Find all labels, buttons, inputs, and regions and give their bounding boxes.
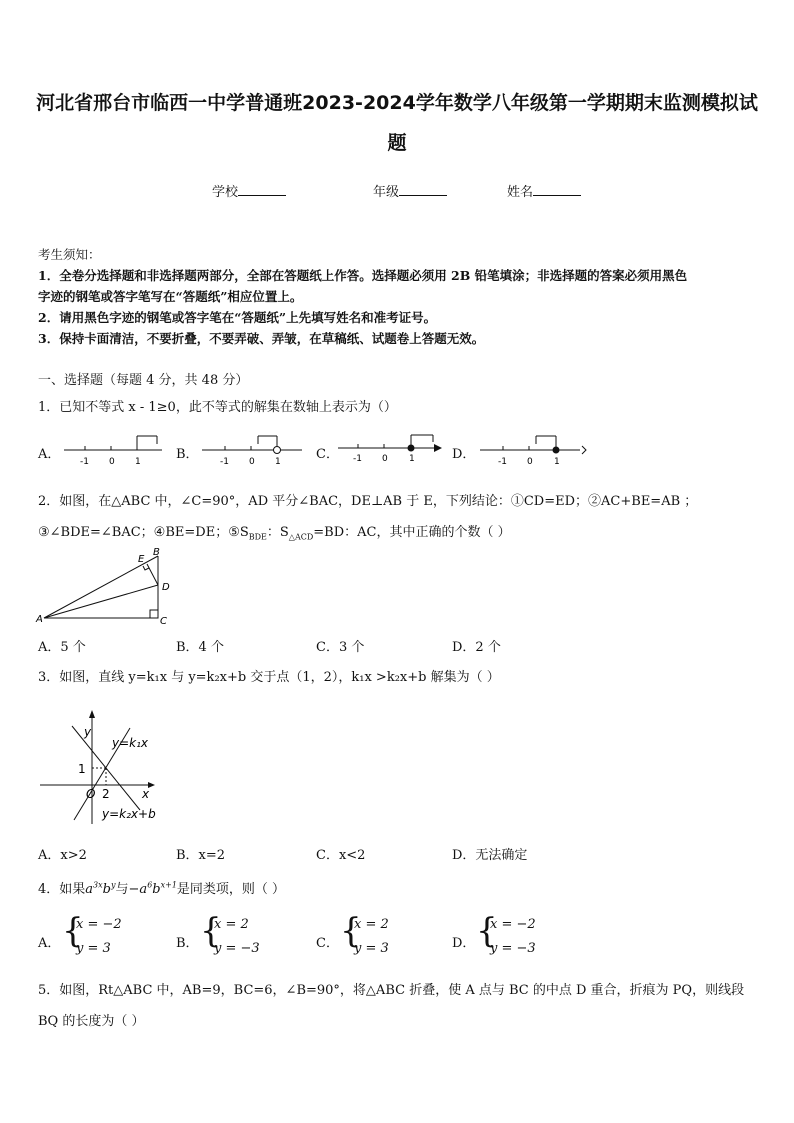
tick-label: 1: [275, 457, 281, 467]
question-2-stem-continued: ③∠BDE=∠BAC；④BE=DE；$⑤S_{BDE}$：$S_{\triangle ACD}=BD$：AC，其中正确的个数（ ）: [38, 525, 511, 542]
tick-label: -1: [353, 454, 362, 464]
q1-option-b-numberline: [196, 432, 308, 468]
line1-label: y=k₁x: [112, 736, 149, 750]
question-5-stem: 5．如图，Rt△ABC 中，AB=9，BC=6，∠B=90°，将△ABC 折叠，使 A 点与 BC 的中点 D 重合，折痕为 PQ，则线段: [38, 983, 745, 998]
tick-label: -1: [498, 457, 507, 467]
school-field: [212, 181, 286, 200]
section-heading: 一、选择题（每题 4 分，共 48 分）: [38, 373, 249, 388]
tick-label: 1: [135, 457, 141, 467]
line2-label: y=k₂x+b: [102, 807, 156, 821]
grade-label: 年级: [373, 185, 400, 200]
q4-option-c-label: C．: [316, 936, 339, 951]
origin-label: O: [86, 787, 96, 801]
page-title: 河北省邢台市临西一中学普通班2023-2024学年数学八年级第一学期期末监测模拟试: [36, 92, 758, 114]
grade-field: [373, 181, 447, 200]
vertex-label: E: [138, 554, 145, 565]
tick-label: 0: [249, 457, 255, 467]
brace-symbol: {: [62, 911, 84, 951]
vertex-label: B: [153, 548, 160, 558]
notice-heading: 考生须知：: [38, 247, 101, 262]
brace-symbol: {: [200, 911, 222, 951]
tick-label: 1: [554, 457, 560, 467]
notice-item: 1．全卷分选择题和非选择题两部分，全部在答题纸上作答。选择题必须用 2B 铅笔填涂；非选择题的答案必须用黑色: [38, 268, 688, 283]
school-label: 学校: [212, 185, 239, 200]
q4-option-a-system: { x = −2 y = 3: [62, 911, 122, 956]
y-tick-label: 1: [78, 762, 86, 776]
q1-option-c-numberline: [334, 430, 444, 466]
q1-option-a-numberline: [58, 432, 168, 468]
question-4-stem: 4．如果$a^{3x}b^y$与$-a^6b^{x+1}$是同类项，则（ ）: [38, 880, 286, 897]
q3-graph: [36, 706, 166, 828]
tick-label: 1: [409, 454, 415, 464]
tick-label: -1: [220, 457, 229, 467]
name-blank: [533, 183, 581, 196]
q3-option-a: A．x>2: [38, 848, 87, 863]
q4-option-c-system: { x = 2 y = 3: [340, 911, 389, 956]
tick-label: 0: [109, 457, 115, 467]
q1-option-a-label: A．: [38, 447, 61, 462]
question-1-stem: 1．已知不等式 x - 1≥0，此不等式的解集在数轴上表示为（）: [38, 400, 397, 415]
q3-option-d: D．无法确定: [452, 848, 528, 863]
notice-item: 2．请用黑色字迹的钢笔或答字笔在“答题纸”上先填写姓名和准考证号。: [38, 310, 437, 325]
monomial-1: $a^{3x}b^y$: [85, 880, 116, 897]
notice-item: 3．保持卡面清洁，不要折叠，不要弄破、弄皱，在草稿纸、试题卷上答题无效。: [38, 331, 485, 346]
y-axis-label: y: [84, 725, 92, 739]
q1-option-d-label: D．: [452, 447, 476, 462]
tick-label: -1: [80, 457, 89, 467]
q2-option-d: D．2 个: [452, 640, 501, 655]
q1-option-d-numberline: [474, 432, 590, 468]
q2-option-b: B．4 个: [176, 640, 224, 655]
question-2-stem: 2．如图，在△ABC 中，∠C=90°，AD 平分∠BAC，DE⊥AB 于 E，下列结论：①CD=ED；②AC+BE=AB ；: [38, 494, 698, 509]
question-3-stem: 3．如图，直线 y=k₁x 与 y=k₂x+b 交于点（1，2），k₁x >k₂x+b 解集为（ ）: [38, 670, 500, 685]
name-field: [507, 181, 581, 200]
q2-option-c: C．3 个: [316, 640, 365, 655]
q4-option-d-system: { x = −2 y = −3: [476, 911, 536, 956]
brace-symbol: {: [476, 911, 498, 951]
q1-option-b-label: B．: [176, 447, 199, 462]
q4-option-b-label: B．: [176, 936, 199, 951]
vertex-label: C: [160, 616, 167, 627]
vertex-label: A: [36, 614, 43, 625]
q4-option-a-label: A．: [38, 936, 61, 951]
q3-option-c: C．x<2: [316, 848, 366, 863]
name-label: 姓名: [507, 185, 534, 200]
page-title-continued: 题: [387, 132, 407, 154]
x-tick-label: 2: [102, 787, 110, 801]
q4-option-b-system: { x = 2 y = −3: [200, 911, 260, 956]
q3-option-b: B．x=2: [176, 848, 226, 863]
school-blank: [238, 183, 286, 196]
tick-label: 0: [527, 457, 533, 467]
monomial-2: $-a^6b^{x+1}$: [128, 880, 177, 897]
q1-option-c-label: C．: [316, 447, 339, 462]
q2-triangle-figure: [34, 548, 174, 628]
notice-item: 字迹的钢笔或答字笔写在“答题纸”相应位置上。: [38, 289, 303, 304]
vertex-label: D: [162, 582, 170, 593]
x-axis-label: x: [142, 787, 150, 801]
q4-option-d-label: D．: [452, 936, 476, 951]
grade-blank: [399, 183, 447, 196]
q2-option-a: A．5 个: [38, 640, 86, 655]
tick-label: 0: [382, 454, 388, 464]
brace-symbol: {: [340, 911, 362, 951]
question-5-stem-continued: BQ 的长度为（ ）: [38, 1014, 145, 1029]
